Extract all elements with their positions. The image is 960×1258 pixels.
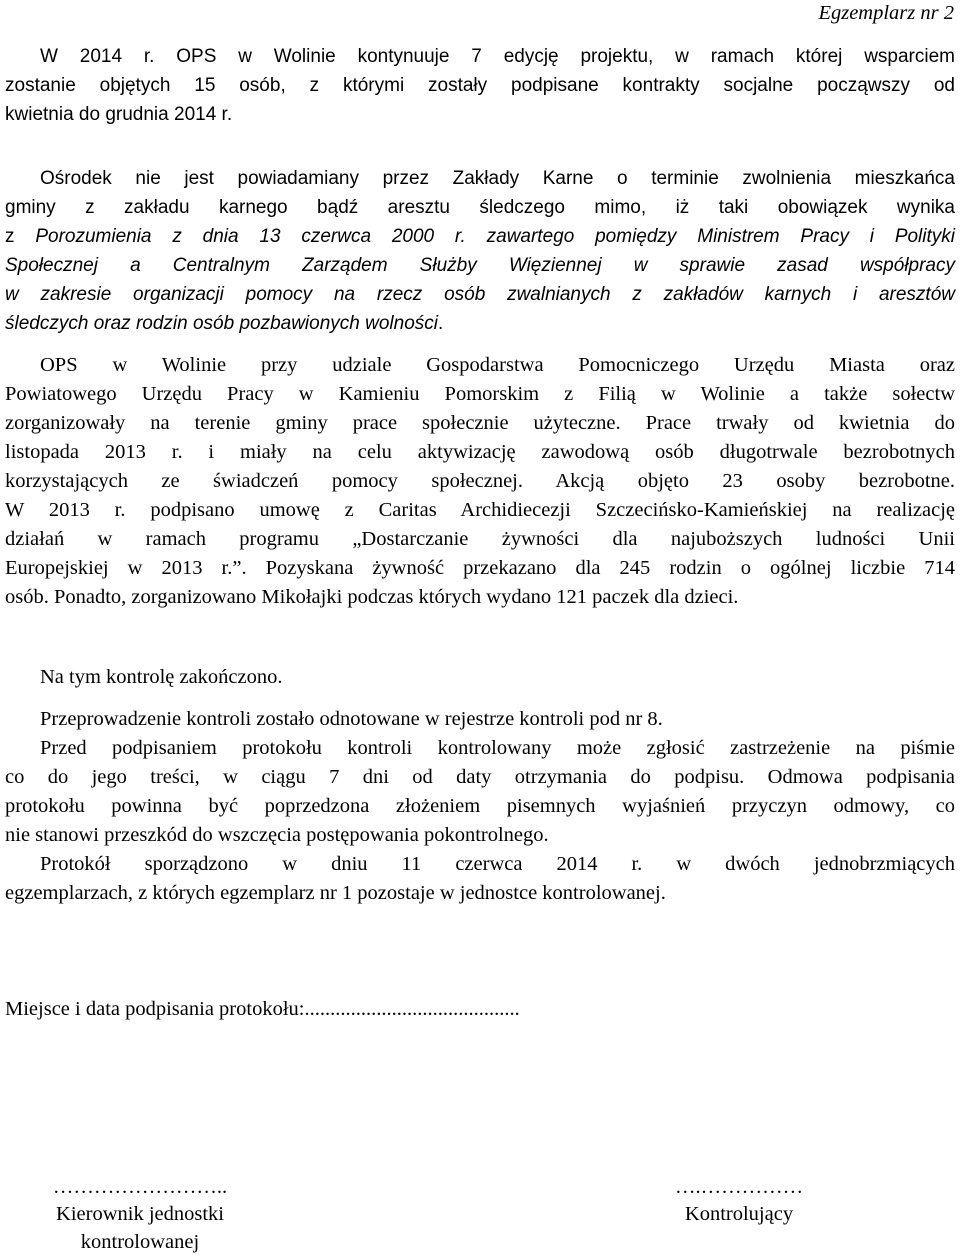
text-line: protokołu powinna być poprzedzona złożeniem pisemnych wyjaśnień przyczyn odmowy, co xyxy=(5,795,955,817)
agreement-reference: Porozumienia z dnia 13 czerwca 2000 r. xyxy=(35,226,466,247)
text-line: korzystających ze świadczeń pomocy społecznej. Akcją objęto 23 osoby bezrobotne. xyxy=(5,470,955,492)
text-line: nie stanowi przeszkód do wszczęcia postępowania pokontrolnego. xyxy=(5,824,549,846)
text-line: Społecznej a Centralnym Zarządem Służby Więziennej w sprawie zasad współpracy xyxy=(5,255,955,276)
signature-line-right: ….…………… xyxy=(674,1176,804,1198)
text-segment: z xyxy=(5,226,36,247)
text-line: Europejskiej w 2013 r.”. Pozyskana żywność przekazano dla 245 rodzin o ogólnej liczbie 714 xyxy=(5,557,955,579)
registry-note: Przeprowadzenie kontroli zostało odnotowane w rejestrze kontroli pod nr 8. xyxy=(40,708,663,730)
text-segment: zawartego pomiędzy Ministrem Pracy i Polityki xyxy=(465,226,956,247)
text-line: W 2014 r. OPS w Wolinie kontynuuje 7 edycję projektu, w ramach której wsparciem xyxy=(40,46,955,67)
signatory-role-left-line2: kontrolowanej xyxy=(80,1231,200,1253)
text-line xyxy=(5,226,955,248)
signature-line-left: …………………….. xyxy=(52,1176,228,1198)
text-line: Protokół sporządzono w dniu 11 czerwca 2014 r. w dwóch jednobrzmiących xyxy=(40,853,955,875)
text-line: kwietnia do grudnia 2014 r. xyxy=(5,104,233,125)
text-segment: śledczych oraz rodzin osób pozbawionych wolności xyxy=(5,313,439,334)
text-line: w zakresie organizacji pomocy na rzecz osób zwalnianych z zakładów karnych i aresztów xyxy=(5,284,955,305)
text-line: zorganizowały na terenie gminy prace społecznie użyteczne. Prace trwały od kwietnia do xyxy=(5,412,955,434)
text-line xyxy=(5,313,955,335)
end-of-inspection-note: Na tym kontrolę zakończono. xyxy=(40,666,283,688)
place-date-field: Miejsce i data podpisania protokołu:.......................................... xyxy=(5,998,520,1020)
text-line: OPS w Wolinie przy udziale Gospodarstwa Pomocniczego Urzędu Miasta oraz xyxy=(40,354,955,376)
text-line: Przed podpisaniem protokołu kontroli kontrolowany może zgłosić zastrzeżenie na piśmie xyxy=(40,737,955,759)
text-line: zostanie objętych 15 osób, z którymi zostały podpisane kontrakty socjalne począwszy od xyxy=(5,75,955,96)
text-line: W 2013 r. podpisano umowę z Caritas Archidiecezji Szczecińsko-Kamieńskiej na realizację xyxy=(5,499,955,521)
text-segment: . xyxy=(438,313,444,334)
copy-label: Egzemplarz nr 2 xyxy=(818,2,954,24)
signatory-role-left: Kierownik jednostki xyxy=(56,1203,224,1225)
text-line: osób. Ponadto, zorganizowano Mikołajki podczas których wydano 121 paczek dla dzieci. xyxy=(5,586,739,608)
text-line: Powiatowego Urzędu Pracy w Kamieniu Pomorskim z Filią w Wolinie a także sołectw xyxy=(5,383,955,405)
text-line: egzemplarzach, z których egzemplarz nr 1 pozostaje w jednostce kontrolowanej. xyxy=(5,882,666,904)
text-line: co do jego treści, w ciągu 7 dni od daty otrzymania do podpisu. Odmowa podpisania xyxy=(5,766,955,788)
signatory-role-right: Kontrolujący xyxy=(684,1203,794,1225)
text-line: gminy z zakładu karnego bądź aresztu śledczego mimo, iż taki obowiązek wynika xyxy=(5,197,955,218)
text-line: Ośrodek nie jest powiadamiany przez Zakłady Karne o terminie zwolnienia mieszkańca xyxy=(40,168,955,189)
text-line: działań w ramach programu „Dostarczanie żywności dla najuboższych ludności Unii xyxy=(5,528,955,550)
text-line: listopada 2013 r. i miały na celu aktywizację zawodową osób długotrwale bezrobotnych xyxy=(5,441,955,463)
